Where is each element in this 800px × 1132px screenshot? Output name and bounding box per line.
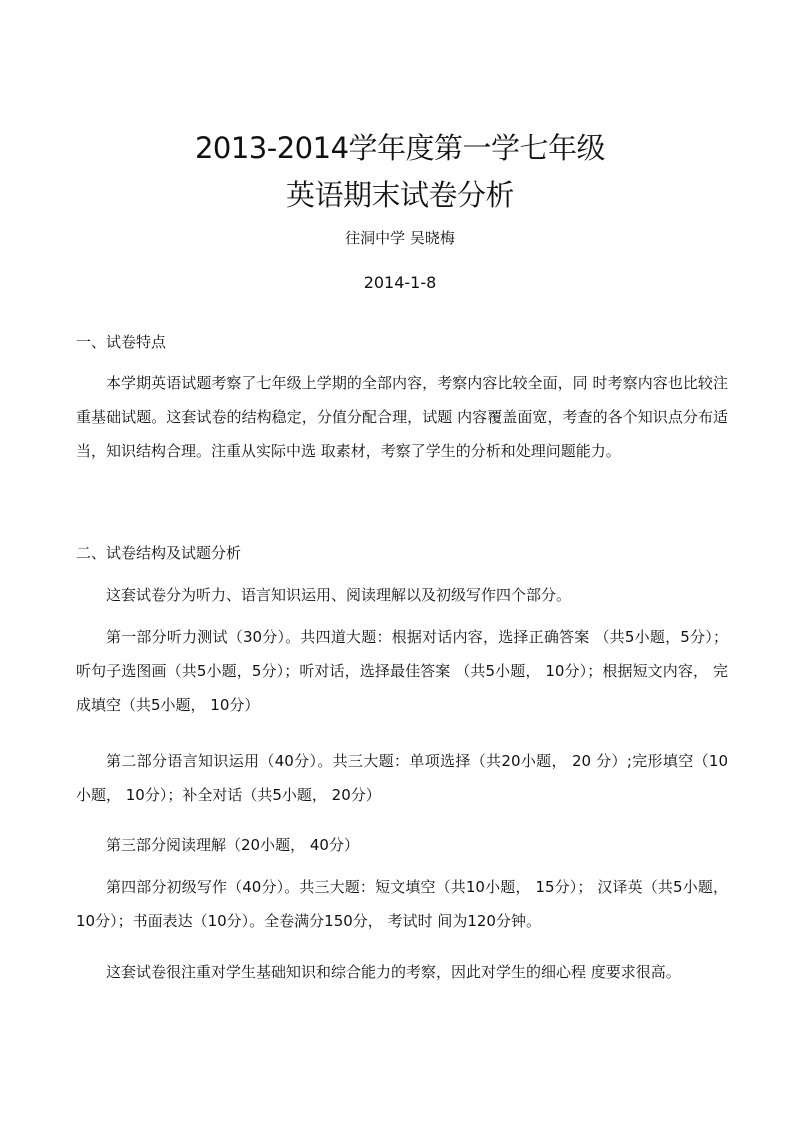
part1-paragraph: 第一部分听力测试（30分）。共四道大题：根据对话内容，选择正确答案 （共5小题，5分）；听句子选图画（共5小题，5分）；听对话，选择最佳答案 （共5小题， 10分）；根据短文内容， 完成填空（共5小题， 10分） bbox=[76, 628, 728, 714]
part2-paragraph: 第二部分语言知识运用（40分）。共三大题：单项选择（共20小题， 20 分）;完形填空（10小题， 10分）；补全对话（共5小题， 20分） bbox=[76, 752, 728, 804]
part4-paragraph: 第四部分初级写作（40分）。共三大题：短文填空（共10小题， 15分）； 汉译英（共5小题， 10分）；书面表达（10分）。全卷满分150分， 考试时 间为120分钟。 bbox=[76, 878, 728, 930]
closing-paragraph: 这套试卷很注重对学生基础知识和综合能力的考察，因此对学生的细心程 度要求很高。 bbox=[106, 963, 681, 981]
section2-intro: 这套试卷分为听力、语言知识运用、阅读理解以及初级写作四个部分。 bbox=[106, 586, 572, 604]
section1-paragraph: 本学期英语试题考察了七年级上学期的全部内容，考察内容比较全面，同 时考察内容也比较注重基础试题。这套试卷的结构稳定，分值分配合理，试题 内容覆盖面宽，考查的各个知识点分布适当，知识结构合理。注重从实际中选 取素材，考察了学生的分析和处理问题能力。 bbox=[76, 374, 728, 460]
document-title-line2: 英语期末试卷分析 bbox=[285, 178, 514, 212]
document-title-line1: 2013-2014学年度第一学七年级 bbox=[194, 131, 606, 165]
part3-paragraph: 第三部分阅读理解（20小题， 40分） bbox=[106, 836, 359, 854]
section2-heading: 二、试卷结构及试题分析 bbox=[76, 544, 242, 562]
section1-heading: 一、试卷特点 bbox=[76, 333, 167, 351]
author-line: 往洞中学 吴晓梅 bbox=[345, 229, 455, 247]
document-date: 2014-1-8 bbox=[363, 273, 437, 292]
